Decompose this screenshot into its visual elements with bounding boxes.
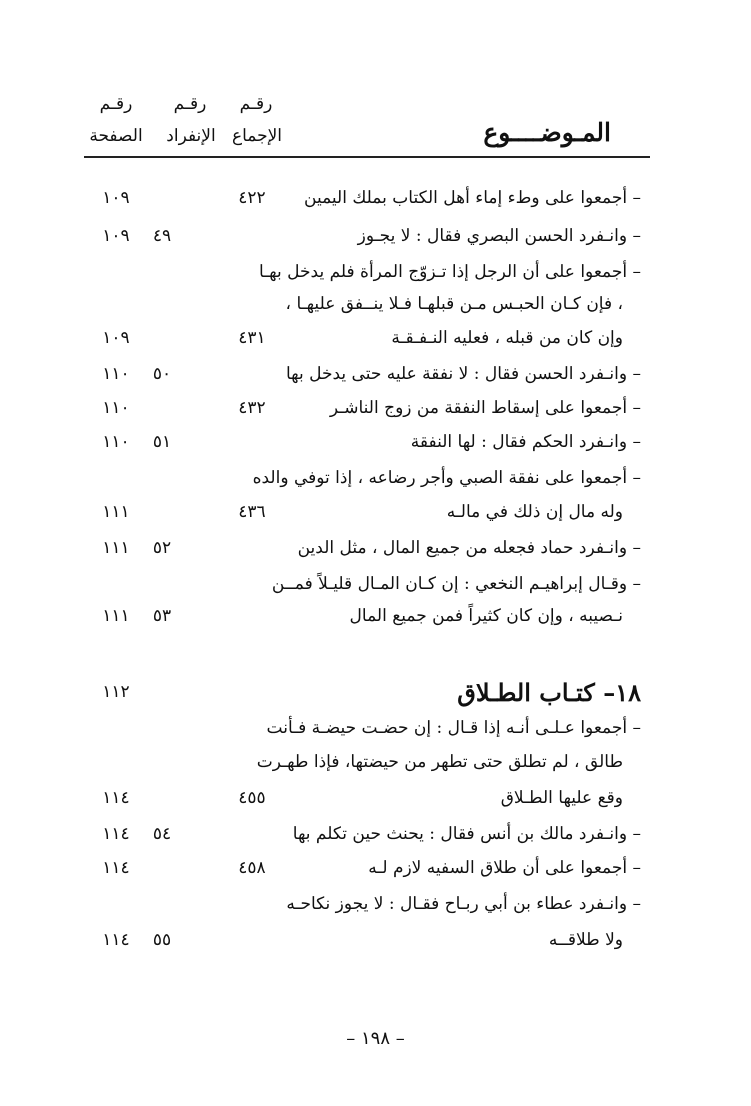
topic-text: – أجمعوا على إسقاط النفقة من زوج الناشـر bbox=[329, 398, 641, 418]
infirad-number: ٥١ bbox=[152, 432, 172, 452]
topic-text: وقع عليها الطـلاق bbox=[500, 788, 623, 808]
topic-text: ، فإن كـان الحبـس مـن قبلهـا فـلا ينــفق عليهـا ، bbox=[285, 294, 623, 314]
page-number: ١١٠ bbox=[102, 398, 130, 418]
page-number: ١١١ bbox=[102, 606, 130, 626]
topic-text: – وانـفرد عطاء بن أبي ربـاح فقـال : لا يجوز نكاحـه bbox=[286, 894, 641, 914]
page-number: ١١٠ bbox=[102, 432, 130, 452]
page-number: ١١٤ bbox=[102, 930, 130, 950]
topic-text: – وقـال إبراهيـم النخعي : إن كـان المـال قليـلاً فمــن bbox=[271, 574, 641, 594]
topic-text: – وانـفرد حماد فجعله من جميع المال ، مثل الدين bbox=[297, 538, 641, 558]
topic-text: – أجمعوا على أن طلاق السفيه لازم لـه bbox=[368, 858, 641, 878]
ijma-number: ٤٢٢ bbox=[238, 188, 266, 208]
topic-text: – وانـفرد الحسن فقال : لا نفقة عليه حتى يدخل بها bbox=[285, 364, 641, 384]
page-number: ١١٠ bbox=[102, 364, 130, 384]
topic-text: – وانـفرد الحسن البصري فقال : لا يجـوز bbox=[357, 226, 641, 246]
page-number: ١٠٩ bbox=[102, 226, 130, 246]
topic-text: ولا طلاقــه bbox=[548, 930, 623, 950]
topic-text: نـصيبه ، وإن كان كثيراً فمن جميع المال bbox=[349, 606, 623, 626]
infirad-number: ٥٠ bbox=[152, 364, 172, 384]
page-col-header-top: رقـم bbox=[99, 94, 133, 114]
page-col-header: الصفحة bbox=[89, 126, 143, 146]
topic-text: – أجمعوا على نفقة الصبي وأجر رضاعه ، إذا توفي والده bbox=[252, 468, 641, 488]
page-number: ١١١ bbox=[102, 502, 130, 522]
topic-text: – وانـفرد الحكم فقال : لها النفقة bbox=[410, 432, 641, 452]
infirad-col-header-top: رقـم bbox=[173, 94, 207, 114]
ijma-number: ٤٣٦ bbox=[238, 502, 266, 522]
ijma-number: ٤٣١ bbox=[238, 328, 266, 348]
topic-text: – أجمعوا على وطء إماء أهل الكتاب بملك اليمين bbox=[304, 188, 641, 208]
ijma-col-header-top: رقـم bbox=[239, 94, 273, 114]
ijma-number: ٤٥٥ bbox=[238, 788, 266, 808]
page-footer-number: – ١٩٨ – bbox=[346, 1028, 405, 1049]
ijma-number: ٤٣٢ bbox=[238, 398, 266, 418]
header-divider bbox=[84, 156, 650, 158]
section-page-number: ١١٢ bbox=[102, 682, 130, 702]
topic-text: وله مال إن ذلك في مالـه bbox=[446, 502, 623, 522]
ijma-number: ٤٥٨ bbox=[238, 858, 266, 878]
topic-text: – أجمعوا عـلـى أنـه إذا قـال : إن حضـت حيضـة فـأنت bbox=[266, 718, 641, 738]
page-number: ١٠٩ bbox=[102, 188, 130, 208]
infirad-col-header: الإنفراد bbox=[166, 126, 216, 146]
page-number: ١١٤ bbox=[102, 788, 130, 808]
ijma-col-header: الإجماع bbox=[231, 126, 283, 146]
page-number: ١٠٩ bbox=[102, 328, 130, 348]
infirad-number: ٤٩ bbox=[152, 226, 172, 246]
page-number: ١١٤ bbox=[102, 858, 130, 878]
infirad-number: ٥٤ bbox=[152, 824, 172, 844]
infirad-number: ٥٥ bbox=[152, 930, 172, 950]
topic-text: – وانـفرد مالك بن أنس فقال : يحنث حين تكلم بها bbox=[292, 824, 641, 844]
topic-text: وإن كان من قبله ، فعليه النـفـقـة bbox=[391, 328, 623, 348]
infirad-number: ٥٣ bbox=[152, 606, 172, 626]
section-heading: ١٨– كتـاب الطـلاق bbox=[457, 678, 641, 707]
page-number: ١١١ bbox=[102, 538, 130, 558]
topic-text: طالق ، لم تطلق حتى تطهر من حيضتها، فإذا طهـرت bbox=[256, 752, 623, 772]
topic-col-header: المـوضــــوع bbox=[483, 118, 611, 147]
topic-text: – أجمعوا على أن الرجل إذا تـزوّج المرأة فلم يدخل بهـا bbox=[259, 262, 641, 282]
page-number: ١١٤ bbox=[102, 824, 130, 844]
infirad-number: ٥٢ bbox=[152, 538, 172, 558]
